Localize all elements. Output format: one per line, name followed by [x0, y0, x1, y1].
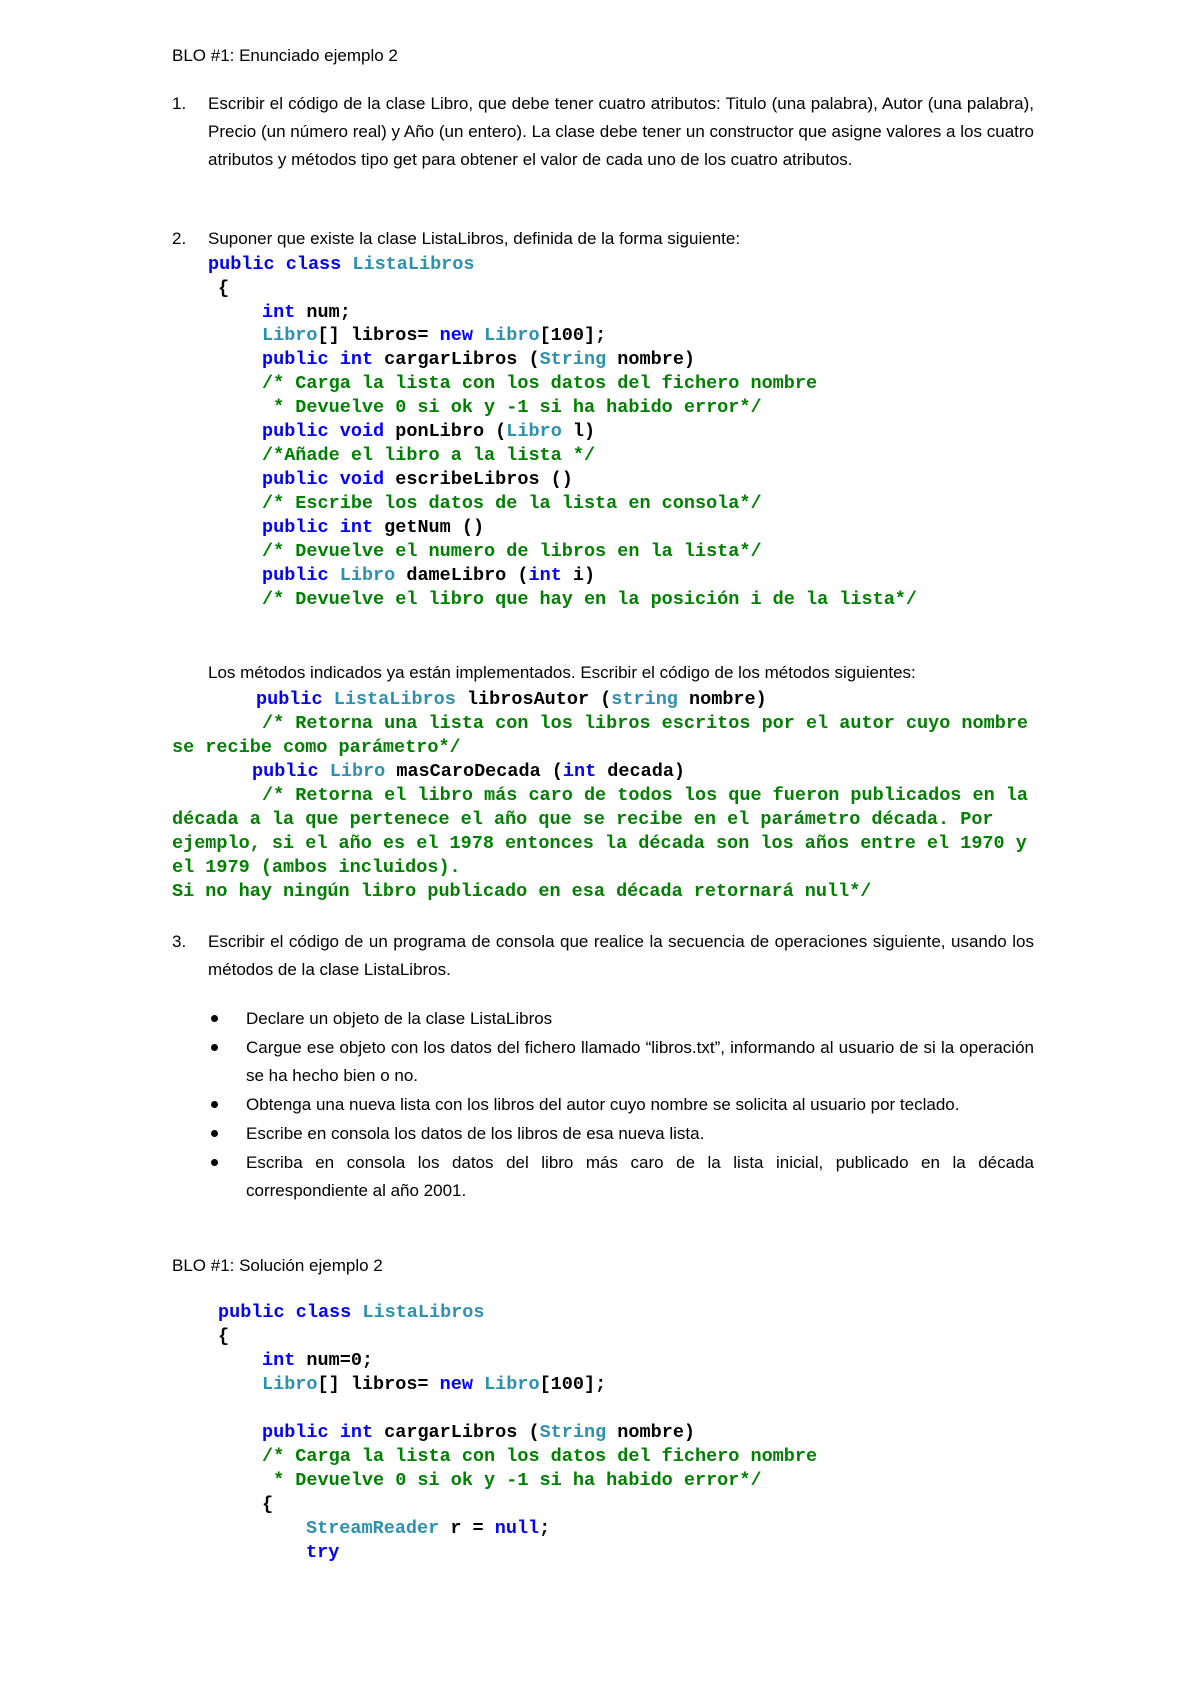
code-line: {	[262, 1494, 274, 1515]
code-comment: década a la que pertenece el año que se recibe en el parámetro década. Por	[172, 809, 994, 830]
code-comment: /* Retorna el libro más caro de todos los que fueron publicados en la	[262, 785, 1029, 806]
code-line: public Libro dameLibro (int i)	[262, 565, 596, 586]
code-comment: * Devuelve 0 si ok y -1 si ha habido error*/	[262, 1470, 762, 1491]
code-line: public class ListaLibros	[218, 1302, 485, 1323]
code-line: int num=0;	[262, 1350, 374, 1371]
enunciado-title: BLO #1: Enunciado ejemplo 2	[172, 46, 398, 65]
code-line: {	[218, 1326, 230, 1347]
code-line: Libro[] libros= new Libro[100];	[262, 325, 607, 346]
item3-text: Escribir el código de un programa de consola que realice la secuencia de operaciones siguiente, usando los métodos de la clase ListaLibros.	[208, 932, 1034, 979]
bullet-text: Obtenga una nueva lista con los libros del autor cuyo nombre se solicita al usuario por teclado.	[246, 1095, 960, 1114]
bullet-text: Escribe en consola los datos de los libros de esa nueva lista.	[246, 1124, 705, 1143]
code-line: public int cargarLibros (String nombre)	[262, 1422, 696, 1443]
code-comment: /*Añade el libro a la lista */	[262, 445, 596, 466]
bullet-text: Escriba en consola los datos del libro más caro de la lista inicial, publicado en la década correspondiente al año 2001.	[246, 1153, 1034, 1200]
code-line: public void ponLibro (Libro l)	[262, 421, 596, 442]
code-line: public ListaLibros librosAutor (string nombre)	[256, 689, 767, 710]
bullet-dot	[211, 1015, 218, 1022]
code-comment: /* Devuelve el libro que hay en la posición i de la lista*/	[262, 589, 918, 610]
code-line: public int cargarLibros (String nombre)	[262, 349, 696, 370]
code-comment: se recibe como parámetro*/	[172, 737, 461, 758]
bullet-text: Cargue ese objeto con los datos del fichero llamado “libros.txt”, informando al usuario de si la operación se ha hecho bien o no.	[246, 1038, 1034, 1085]
code-comment: /* Carga la lista con los datos del fichero nombre	[262, 1446, 818, 1467]
solucion-title: BLO #1: Solución ejemplo 2	[172, 1256, 383, 1275]
code-comment: ejemplo, si el año es el 1978 entonces la década son los años entre el 1970 y	[172, 833, 1027, 854]
code-comment: /* Devuelve el numero de libros en la lista*/	[262, 541, 762, 562]
code-line: int num;	[262, 302, 351, 323]
bullet-dot	[211, 1044, 218, 1051]
item3-number: 3.	[172, 932, 187, 951]
code-comment: * Devuelve 0 si ok y -1 si ha habido error*/	[262, 397, 762, 418]
code-line: {	[218, 278, 230, 299]
bullet-dot	[211, 1101, 218, 1108]
code-comment: /* Escribe los datos de la lista en consola*/	[262, 493, 762, 514]
code-comment: el 1979 (ambos incluidos).	[172, 857, 461, 878]
bullet-dot	[211, 1159, 218, 1166]
bullet-text: Declare un objeto de la clase ListaLibros	[246, 1009, 553, 1028]
code-line: public Libro masCaroDecada (int decada)	[252, 761, 686, 782]
code-line: public class ListaLibros	[208, 254, 475, 275]
methods-intro-text: Los métodos indicados ya están implementados. Escribir el código de los métodos siguientes:	[208, 663, 916, 682]
code-comment: /* Carga la lista con los datos del fichero nombre	[262, 373, 818, 394]
code-line: public int getNum ()	[262, 517, 485, 538]
item1-text: Escribir el código de la clase Libro, que debe tener cuatro atributos: Titulo (una palabra), Autor (una palabra), Precio (un número real) y Año (un entero). La clase debe tener un constructor que asigne valores a los cuatro atributos y métodos tipo get para obtener el valor de cada uno de los cuatro atributos.	[208, 94, 1034, 169]
item2-text: Suponer que existe la clase ListaLibros, definida de la forma siguiente:	[208, 229, 741, 248]
code-line: try	[306, 1542, 340, 1563]
code-line: Libro[] libros= new Libro[100];	[262, 1374, 607, 1395]
code-comment: /* Retorna una lista con los libros escritos por el autor cuyo nombre	[262, 713, 1029, 734]
bullet-dot	[211, 1130, 218, 1137]
code-comment: Si no hay ningún libro publicado en esa década retornará null*/	[172, 881, 872, 902]
item1-number: 1.	[172, 94, 187, 113]
code-line: public void escribeLibros ()	[262, 469, 573, 490]
item2-number: 2.	[172, 229, 187, 248]
code-line: StreamReader r = null;	[306, 1518, 551, 1539]
